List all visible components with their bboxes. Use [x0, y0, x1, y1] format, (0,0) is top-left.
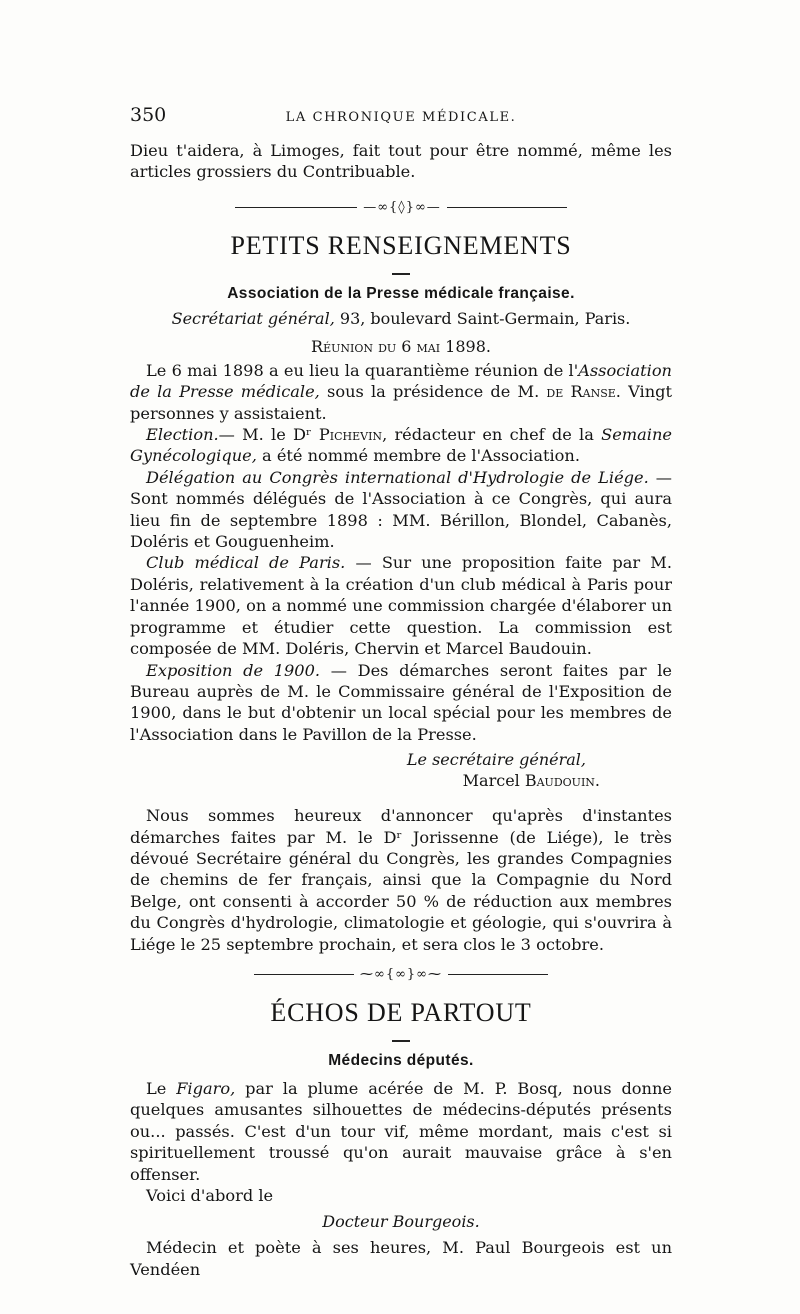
signature-name: Marcel Baudouin. — [462, 771, 600, 791]
title-dash — [392, 273, 410, 275]
document-page — [130, 100, 672, 1280]
section-divider-ornament — [130, 967, 672, 982]
paragraph-club-medical: Club médical de Paris. — Sur une proposition faite par M. Doléris, relativement à la création d'un club médical à Paris pour l'année 1900, on a nommé une commission chargée d'élaborer un programme et étudier cette question. La commission est composée de MM. Doléris, Chervin et Marcel Baudouin. — [130, 553, 672, 659]
signature-role: Le secrétaire général, — [406, 750, 586, 770]
paragraph-figaro: Le Figaro, par la plume acérée de M. P. Bosq, nous donne quelques amusantes silhouettes de médecins-députés présents ou... passés. C'est d'un tour vif, même mordant, mais c'est si spirituellement troussé qu'on aurait mauvaise grâce à s'en offenser. — [130, 1078, 672, 1184]
secretariat-label: Secrétariat général, — [171, 308, 335, 328]
secretariat-address: 93, boulevard Saint-Germain, Paris. — [339, 308, 631, 328]
association-heading: Association de la Presse médicale française. — [227, 284, 575, 302]
last-line: Médecin et poète à ses heures, M. Paul Bourgeois est un Vendéen — [130, 1238, 672, 1279]
paragraph-election: Election.— M. le Dʳ Pichevin, rédacteur en chef de la Semaine Gynécologique, a été nommé membre de l'Association. — [130, 425, 672, 466]
paragraph-exposition: Exposition de 1900. — Des démarches seront faites par le Bureau auprès de M. le Commissaire général de l'Exposition de 1900, dans le but d'obtenir un local spécial pour les membres de l'Association dans le Pavillon de la Presse. — [130, 660, 673, 744]
journal-title: LA CHRONIQUE MÉDICALE. — [285, 110, 517, 125]
intro-paragraph: Dieu t'aidera, à Limoges, fait tout pour être nommé, même les articles grossiers du Contribuable. — [130, 141, 672, 182]
voici-line: Voici d'abord le — [146, 1186, 274, 1205]
section-title-petits-renseignements: PETITS RENSEIGNEMENTS — [230, 230, 572, 260]
section-title-echos: ÉCHOS DE PARTOUT — [270, 997, 532, 1027]
doctor-heading: Docteur Bourgeois. — [322, 1212, 480, 1232]
paragraph-meeting: Le 6 mai 1898 a eu lieu la quarantième réunion de l'Association de la Presse médicale, sous la présidence de M. de Ranse. Vingt personnes y assistaient. — [130, 360, 673, 423]
paragraph-congres-hydrologie: Nous sommes heureux d'annoncer qu'après d'instantes démarches faites par M. le Dʳ Jorissenne (de Liége), le très dévoué Secrétaire général du Congrès, les grandes Compagnies de chemins de fer français, ainsi que la Compagnie du Nord Belge, ont consenti à accorder 50 % de réduction aux membres du Congrès d'hydrologie, climatologie et géologie, qui s'ouvrira à Liége le 25 septembre prochain, et sera clos le 3 octobre. — [130, 806, 672, 954]
ornament-flourish: —∞{◊}∞— — [363, 199, 441, 215]
medecins-deputes-heading: Médecins députés. — [328, 1051, 474, 1069]
paragraph-delegation: Délégation au Congrès international d'Hydrologie de Liége. — Sont nommés délégués de l'Association à ce Congrès, qui aura lieu fin de septembre 1898 : MM. Bérillon, Blondel, Cabanès, Doléris et Gouguenheim. — [130, 467, 672, 552]
page-number: 350 — [130, 104, 167, 126]
ornament-flourish: ⁓∞{∞}∞⁓ — [359, 966, 443, 982]
title-dash — [392, 1040, 410, 1042]
running-head — [130, 100, 672, 140]
section-divider-ornament — [130, 200, 672, 215]
secretariat-line — [130, 309, 672, 328]
signature-block — [130, 749, 672, 791]
meeting-heading: Réunion du 6 mai 1898. — [311, 336, 491, 356]
